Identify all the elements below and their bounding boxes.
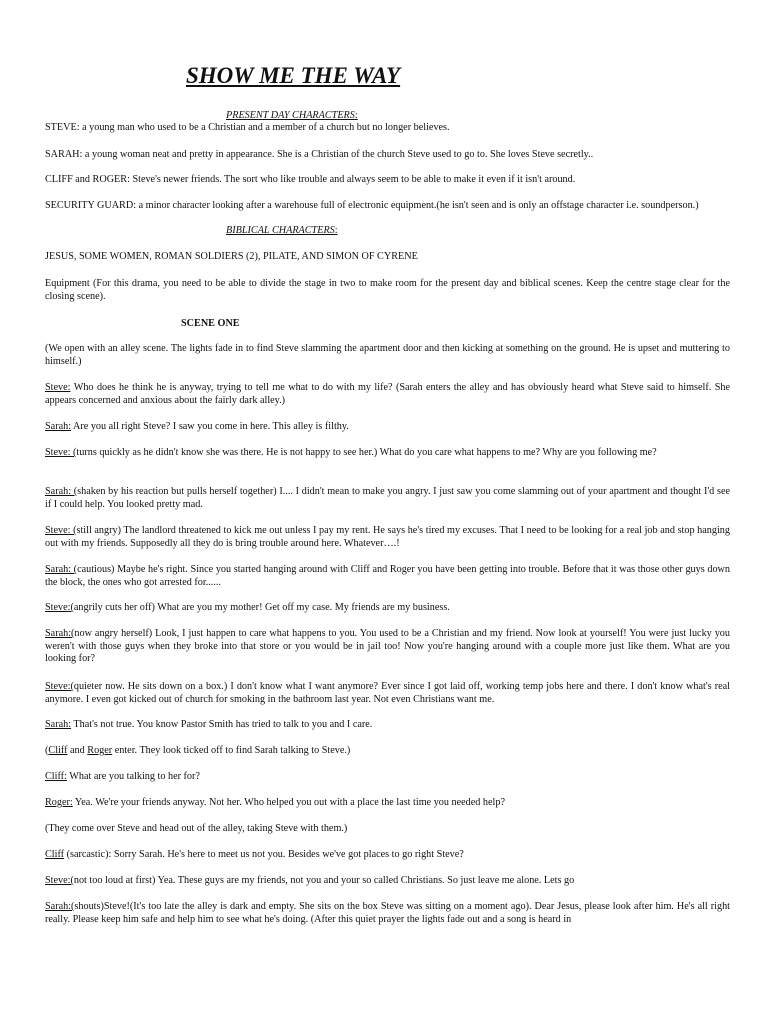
speaker-name: Sarah: xyxy=(45,421,72,432)
equipment-note: Equipment (For this drama, you need to be able to divide the stage in two to make room for the present day and biblical scenes. Keep the centre stage clear for the closing scene). xyxy=(45,278,730,302)
speaker-name: Sarah: ( xyxy=(45,564,78,575)
line-text: not too loud at first) Yea. These guys are my friends, not you and your so called Christians. So just leave me alone. Lets go xyxy=(73,875,575,886)
dialogue-line xyxy=(45,525,730,550)
line-text: still angry) The landlord threatened to kick me out unless I pay my rent. He says he's tired my excuses. That I need to be looking for a real job and stop hanging out with my friends. Supposedly all they do is bring trouble around here. Whatever….! xyxy=(45,525,730,549)
line-text: (sarcastic): Sorry Sarah. He's here to meet us not you. Besides we've got places to go right Steve? xyxy=(64,849,464,860)
present-characters-heading xyxy=(226,110,358,123)
dialogue-line xyxy=(45,447,730,460)
speaker-name: Sarah: xyxy=(45,719,72,730)
dialogue-line xyxy=(45,797,730,810)
speaker-name: Steve: xyxy=(45,382,71,393)
speaker-name: Sarah: ( xyxy=(45,486,78,497)
line-text: cautious) Maybe he's right. Since you started hanging around with Cliff and Roger you have been getting into trouble. Before that it was those other guys down the block, the ones who got arrested for...... xyxy=(45,564,730,588)
biblical-characters-heading xyxy=(226,225,338,238)
enter-text: enter. They look ticked off to find Sarah talking to Steve.) xyxy=(112,745,351,756)
stage-direction-enter xyxy=(45,745,730,758)
line-text: shaken by his reaction but pulls herself together) I.... I didn't mean to make you angry. I just saw you come slamming out of your apartment and thought I'd see if I could help. You looked pretty mad. xyxy=(45,486,730,510)
character-cliff: Cliff xyxy=(48,745,68,756)
dialogue-line xyxy=(45,382,730,407)
character-steve: STEVE: a young man who used to be a Christian and a member of a church but no longer believes. xyxy=(45,122,450,133)
and-text: and xyxy=(67,745,88,756)
dialogue-line xyxy=(45,628,730,666)
line-text: What are you talking to her for? xyxy=(66,771,200,782)
speaker-name: Steve:( xyxy=(45,681,74,692)
speaker-name: Cliff: xyxy=(45,771,67,782)
line-text: quieter now. He sits down on a box.) I don't know what I want anymore? Ever since I got laid off, working temp jobs here and there. I don't know what's real anymore. I even got kicked out of church for smoking in the bathroom last year. Not even Christians want me. xyxy=(45,681,730,705)
speaker-name: Steve:( xyxy=(45,602,74,613)
character-cliff-roger: CLIFF and ROGER: Steve's newer friends. The sort who like trouble and always seem to be able to make it even if it isn't around. xyxy=(45,174,576,185)
speaker-name: Steve: ( xyxy=(45,525,77,536)
paren-open: ( xyxy=(45,745,49,756)
dialogue-line xyxy=(45,901,730,926)
present-heading-colon: : xyxy=(354,110,358,121)
line-text: angrily cuts her off) What are you my mother! Get off my case. My friends are my business. xyxy=(73,602,450,613)
scene-heading: SCENE ONE xyxy=(181,318,240,329)
opening-stage-direction: (We open with an alley scene. The lights fade in to find Steve slamming the apartment door and then kicking at something on the ground. He is upset and muttering to himself.) xyxy=(45,343,730,367)
character-sarah: SARAH: a young woman neat and pretty in appearance. She is a Christian of the church Steve used to go to. She loves Steve secretly.. xyxy=(45,149,594,160)
present-heading-text: PRESENT DAY CHARACTERS xyxy=(226,110,355,121)
biblical-heading-colon: : xyxy=(334,225,338,236)
dialogue-line xyxy=(45,564,730,589)
speaker-name: Sarah:( xyxy=(45,901,75,912)
line-text: Are you all right Steve? I saw you come in here. This alley is filthy. xyxy=(71,421,349,432)
line-text: Yea. We're your friends anyway. Not her. Who helped you out with a place the last time you needed help? xyxy=(72,797,505,808)
biblical-characters-list: JESUS, SOME WOMEN, ROMAN SOLDIERS (2), PILATE, AND SIMON OF CYRENE xyxy=(45,251,418,262)
dialogue-line xyxy=(45,486,730,511)
speaker-name: Cliff xyxy=(45,849,65,860)
stage-direction-exit: (They come over Steve and head out of the alley, taking Steve with them.) xyxy=(45,823,348,834)
dialogue-line xyxy=(45,421,730,434)
line-text: That's not true. You know Pastor Smith has tried to talk to you and I care. xyxy=(71,719,373,730)
dialogue-line xyxy=(45,875,730,888)
speaker-name: Sarah:( xyxy=(45,628,75,639)
speaker-name: Steve: ( xyxy=(45,447,77,458)
dialogue-line xyxy=(45,602,730,615)
line-text: Who does he think he is anyway, trying to tell me what to do with my life? (Sarah enters the alley and has obviously heard what Steve said to himself. She appears concerned and anxious about the fairly dark alley.) xyxy=(45,382,730,406)
line-text: now angry herself) Look, I just happen to care what happens to you. You used to be a Christian and my friend. Now look at yourself! You were just lucky you weren't with those guys when they broke into that store or you would be in jail too! Now you're hanging around with a couple more just like them. What are you looking for? xyxy=(45,628,730,665)
biblical-heading-text: BIBLICAL CHARACTERS xyxy=(226,225,335,236)
dialogue-line xyxy=(45,719,730,732)
dialogue-line xyxy=(45,681,730,706)
character-security-guard: SECURITY GUARD: a minor character looking after a warehouse full of electronic equipment.(he isn't seen and is only an offstage character i.e. soundperson.) xyxy=(45,200,699,211)
line-text: turns quickly as he didn't know she was there. He is not happy to see her.) What do you care what happens to me? Why are you following me? xyxy=(76,447,657,458)
character-roger: Roger xyxy=(87,745,113,756)
speaker-name: Steve:( xyxy=(45,875,74,886)
line-text: shouts)Steve!(It's too late the alley is dark and empty. She sits on the box Steve was sitting on a moment ago). Dear Jesus, please look after him. He's all right really. Please keep him safe and help him to see what he's doing. (After this quiet prayer the lights fade out and a song is heard in xyxy=(45,901,730,925)
dialogue-line xyxy=(45,771,730,784)
document-title: SHOW ME THE WAY xyxy=(186,63,401,88)
speaker-name: Roger: xyxy=(45,797,73,808)
dialogue-line xyxy=(45,849,730,862)
